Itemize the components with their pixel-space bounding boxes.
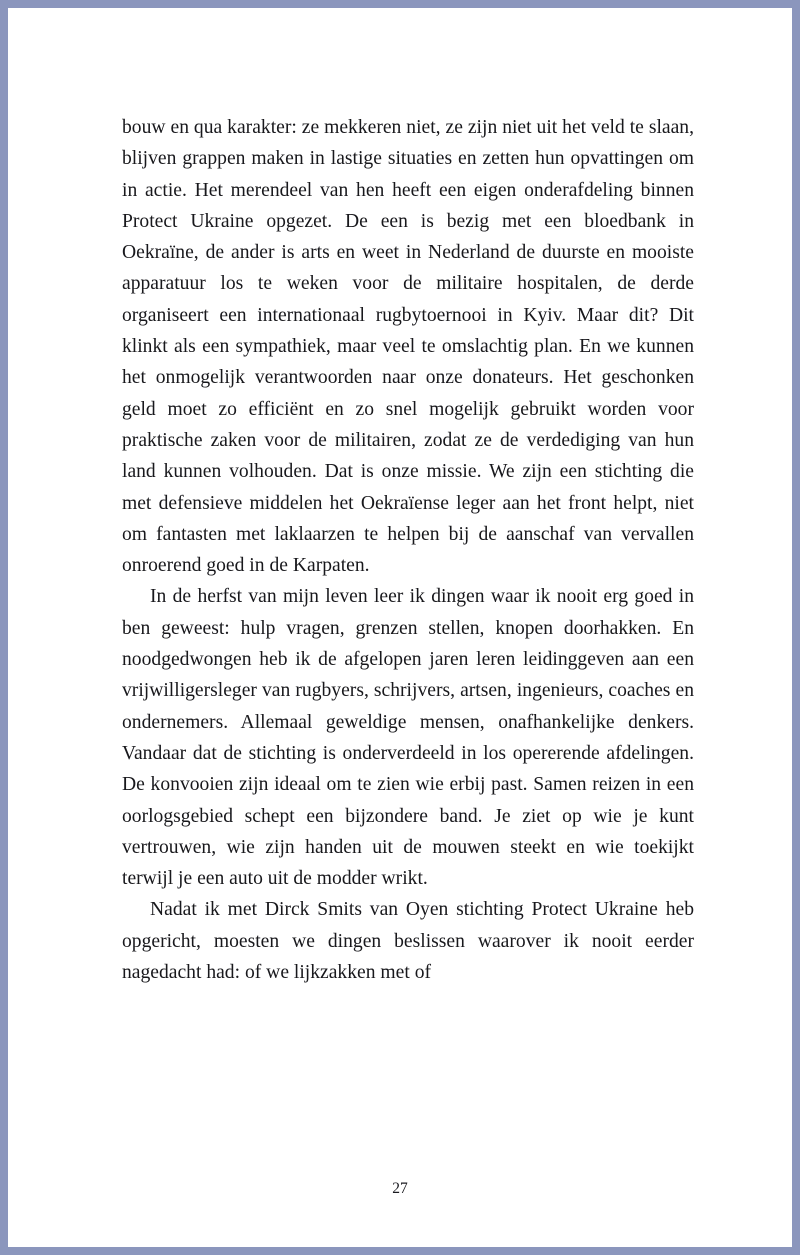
paragraph-3: Nadat ik met Dirck Smits van Oyen stichting Protect Ukraine heb opgericht, moesten we dingen beslissen waarover ik nooit eerder nagedacht had: of we lijkzakken met of [122,899,694,984]
paragraph-2: In de herfst van mijn leven leer ik dingen waar ik nooit erg goed in ben geweest: hulp vragen, grenzen stellen, knopen doorhakken. En noodgedwongen heb ik de afgelopen jaren leren leidinggeven aan een vrijwilligersleger van rugbyers, schrijvers, artsen, ingenieurs, coaches en ondernemers. Allemaal geweldige mensen, onafhankelijke denkers. Vandaar dat de stichting is onderverdeeld in los opererende afdelingen. De konvooien zijn ideaal om te zien wie erbij past. Samen reizen in een oorlogsgebied schept een bijzondere band. Je ziet op wie je kunt vertrouwen, wie zijn handen uit de mouwen steekt en wie toekijkt terwijl je een auto uit de modder wrikt. [122,586,694,890]
book-page [8,8,792,1247]
page-text-column [122,112,694,988]
page-number: 27 [392,1180,408,1197]
paragraph-1: bouw en qua karakter: ze mekkeren niet, ze zijn niet uit het veld te slaan, blijven grappen maken in lastige situaties en zetten hun opvattingen om in actie. Het merendeel van hen heeft een eigen onderafdeling binnen Protect Ukraine opgezet. De een is bezig met een bloedbank in Oekraïne, de ander is arts en weet in Nederland de duurste en mooiste apparatuur los te weken voor de militaire hospitalen, de derde organiseert een internationaal rugbytoernooi in Kyiv. Maar dit? Dit klinkt als een sympathiek, maar veel te omslachtig plan. En we kunnen het onmogelijk verantwoorden naar onze donateurs. Het geschonken geld moet zo efficiënt en zo snel mogelijk gebruikt worden voor praktische zaken voor de militairen, zodat ze de verdediging van hun land kunnen volhouden. Dat is onze missie. We zijn een stichting die met defensieve middelen het Oekraïense leger aan het front helpt, niet om fantasten met laklaarzen te helpen bij de aanschaf van vervallen onroerend goed in de Karpaten. [122,117,694,577]
